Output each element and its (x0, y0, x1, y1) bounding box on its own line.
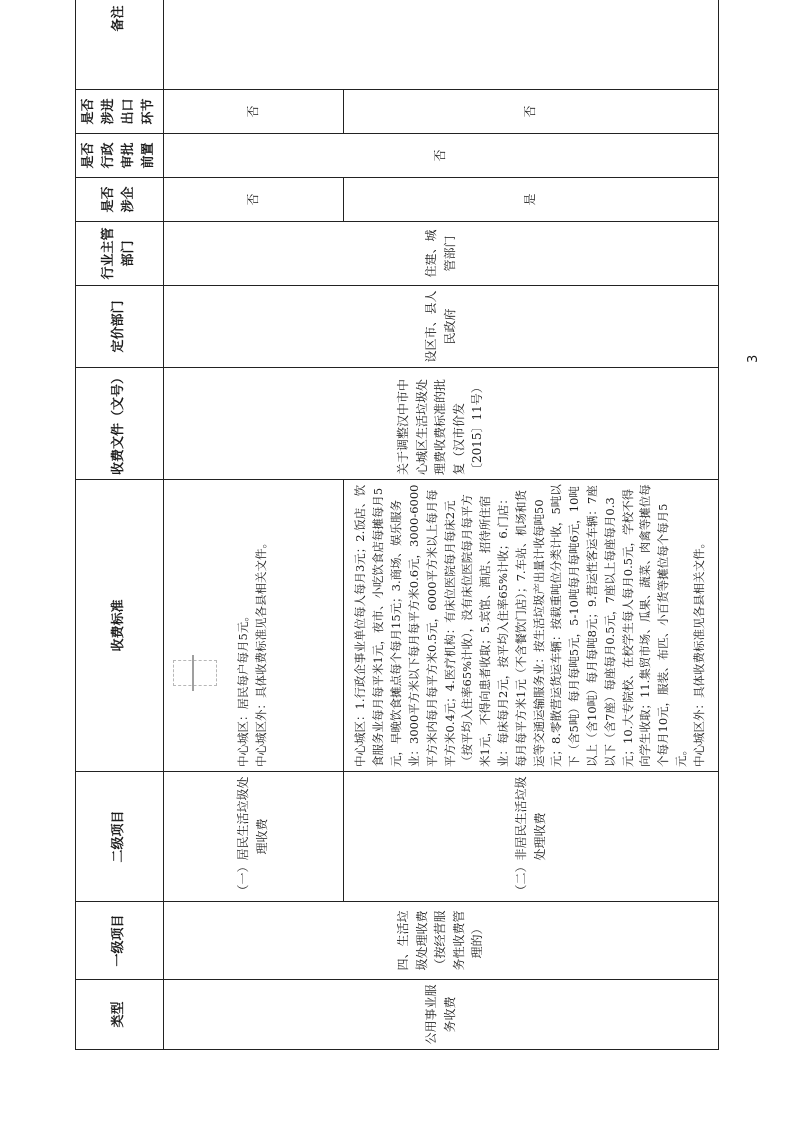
header-row (76, 0, 164, 1050)
header-category: 类型 (76, 980, 164, 1050)
table-row (163, 0, 343, 1050)
level1-cell: 四、生活垃圾处理收费（按经营服务性收费管理的） (163, 902, 718, 980)
header-level1: 一级项目 (76, 902, 164, 980)
seal-mark (173, 660, 217, 686)
export-cell: 否 (343, 90, 718, 134)
doc-cell: 关于调整汉中市中心城区生活垃圾处理费收费标准的批复（汉市价发〔2015〕11号） (163, 368, 718, 480)
header-doc: 收费文件（文号） (76, 368, 164, 480)
header-level2: 二级项目 (76, 772, 164, 902)
remarks-cell (163, 0, 718, 90)
level2-cell: （一）居民生活垃圾处理收费 (163, 772, 343, 902)
header-pricing: 定价部门 (76, 286, 164, 368)
header-remarks: 备注 (76, 0, 164, 90)
standard-cell: 中心城区：居民每户每月5元。 中心城区外：具体收费标准见各县相关文件。 (163, 480, 343, 772)
enterprise-cell: 是 (343, 178, 718, 222)
level2-cell: （二）非居民生活垃圾处理收费 (343, 772, 718, 902)
enterprise-cell: 否 (163, 178, 343, 222)
industry-dept-cell: 住建、城管部门 (163, 222, 718, 286)
header-enterprise: 是否涉企 (76, 178, 164, 222)
header-export: 是否涉进出口环节 (76, 90, 164, 134)
export-cell: 否 (163, 90, 343, 134)
fee-table (75, 0, 719, 1050)
header-approval: 是否行政审批前置 (76, 134, 164, 178)
header-standard: 收费标准 (76, 480, 164, 772)
approval-cell: 否 (163, 134, 718, 178)
standard-cell: 中心城区：1.行政企事业单位每人每月3元；2.饭店、饮食服务业每月每平米1元，夜市、小吃饮食店每摊每月5元，早晚饮食摊点每个每月15元；3.商场、娱乐服务业：3000平方米以下每月每平方米0.6元，3000-6000平方米内每月每平方米0.5元，6000平方米以上每月每平方米0.4元；4.医疗机构：有床位医院每月每床2元（按平均入住率65%计收），没有床位医院每月每平方米1元，不得向患者收取；5.宾馆、酒店、招待所住宿业：每床每月2元，按平均入住率65%计收；6.门店：每月每平方米1元（不含餐饮门店）；7.车站、机场和货运等交通运输服务业：按生活垃圾产出量计收每吨50元；8.零散营运货运车辆：按载重吨位分类计收，5吨以下（含5吨）每月每吨5元，5-10吨每月每吨6元，10吨以上（含10吨）每月每吨8元；9.营运性客运车辆：7座以下（含7座）每座每月0.5元，7座以上每座每月0.3元；10.大专院校、在校学生每人每月0.5元，学校不得向学生收取；11.集贸市场、瓜果、蔬菜、肉禽等摊位每个每月10元，服装、布匹、小百货等摊位每个每月5元。 中心城区外：具体收费标准见各县相关文件。 (343, 480, 718, 772)
page-number: 3 (746, 354, 761, 363)
category-cell: 公用事业服务收费 (163, 980, 718, 1050)
header-dept: 行业主管部门 (76, 222, 164, 286)
pricing-dept-cell: 设区市、县人民政府 (163, 286, 718, 368)
